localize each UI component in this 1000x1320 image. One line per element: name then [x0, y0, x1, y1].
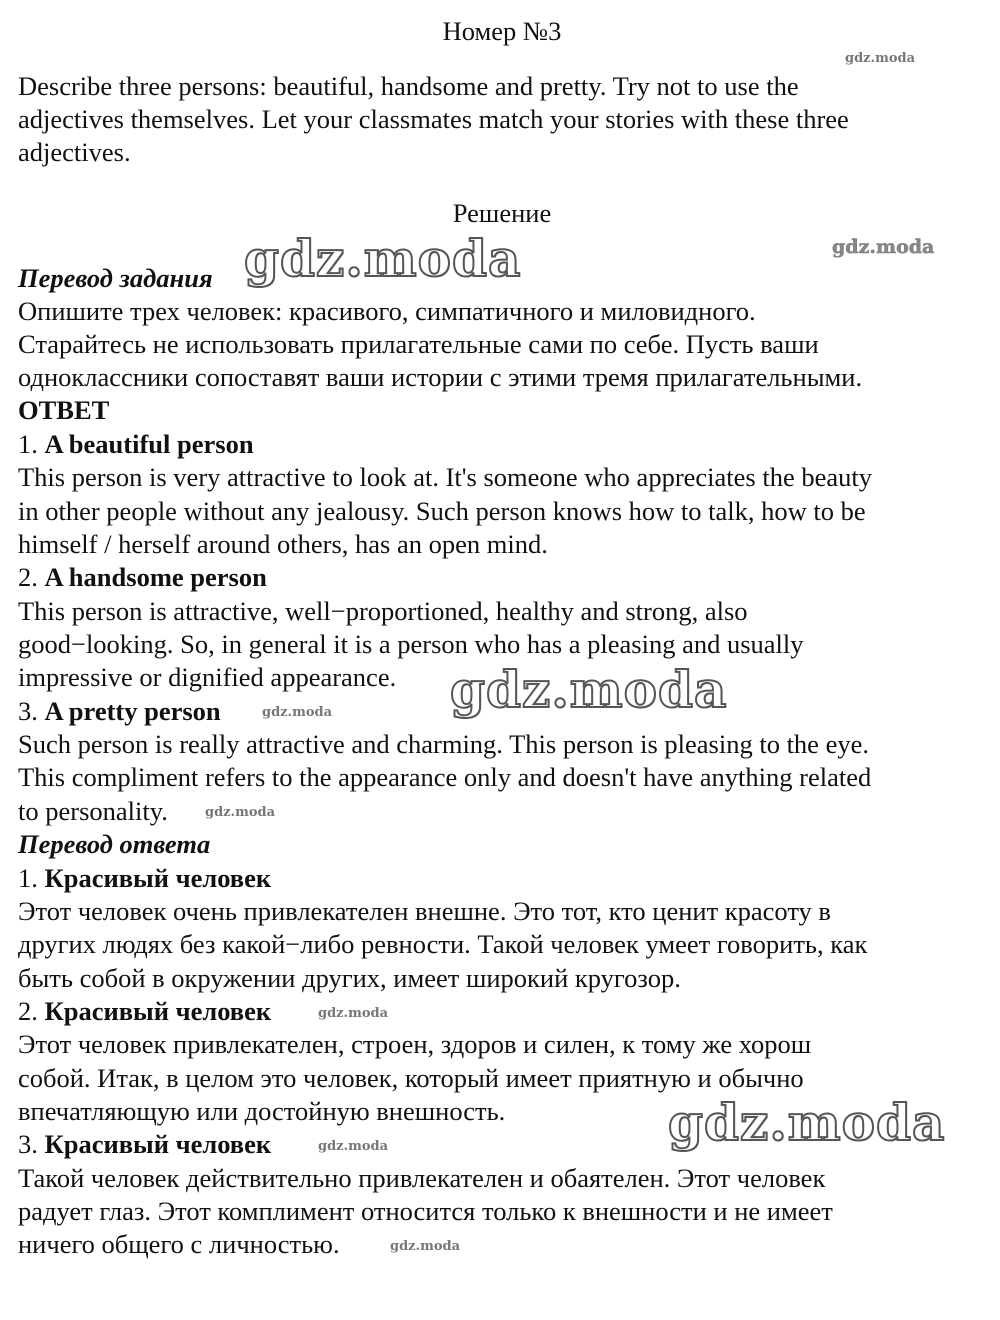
answer-1-title [18, 428, 254, 461]
task-translation-line: Опишите трех человек: красивого, симпатичного и миловидного. [18, 296, 756, 326]
translation-line: радует глаз. Этот комплимент относится только к внешности и не имеет [18, 1196, 833, 1226]
answer-line: himself / herself around others, has an open mind. [18, 529, 548, 559]
answer-translation-heading: Перевод ответа [18, 829, 211, 859]
task-line: adjectives themselves. Let your classmates match your stories with these three [18, 104, 849, 134]
item-number: 1. [18, 863, 38, 893]
watermark: gdz.moda [318, 1006, 389, 1021]
translation-line: ничего общего с личностью. [18, 1229, 340, 1259]
task-translation-line: одноклассники сопоставят ваши истории с этими тремя прилагательными. [18, 362, 863, 392]
item-title: A beautiful person [44, 429, 254, 459]
task-line: Describe three persons: beautiful, handsome and pretty. Try not to use the [18, 71, 799, 101]
page-title: Номер №3 [442, 16, 562, 46]
task-translation-line: Старайтесь не использовать прилагательные сами по себе. Пусть ваши [18, 329, 819, 359]
translation-line: быть собой в окружении других, имеет широкий кругозор. [18, 963, 681, 993]
watermark: gdz.moda [450, 660, 728, 719]
translation-line: Этот человек привлекателен, строен, здоров и силен, к тому же хорош [18, 1029, 812, 1059]
item-title: A pretty person [44, 696, 221, 726]
item-title: Красивый человек [44, 1129, 272, 1159]
translation-3-title [18, 1128, 271, 1161]
translation-line: Такой человек действительно привлекателен и обаятелен. Этот человек [18, 1163, 826, 1193]
task-translation-heading: Перевод задания [18, 263, 213, 293]
translation-2-title [18, 995, 271, 1028]
watermark: gdz.moda [668, 1093, 946, 1152]
answer-line: good−looking. So, in general it is a person who has a pleasing and usually [18, 629, 804, 659]
item-number: 1. [18, 429, 38, 459]
watermark: gdz.moda [832, 236, 935, 258]
watermark: gdz.moda [845, 51, 916, 66]
watermark: gdz.moda [205, 805, 276, 820]
task-line: adjectives. [18, 137, 131, 167]
translation-line: впечатляющую или достойную внешность. [18, 1096, 506, 1126]
translation-line: Этот человек очень привлекателен внешне. Это тот, кто ценит красоту в [18, 896, 831, 926]
watermark: gdz.moda [390, 1239, 461, 1254]
watermark: gdz.moda [262, 705, 333, 720]
answer-line: This compliment refers to the appearance only and doesn't have anything related [18, 762, 872, 792]
watermark: gdz.moda [318, 1139, 389, 1154]
solution-heading: Решение [452, 198, 552, 228]
item-title: Красивый человек [44, 863, 272, 893]
item-title: A handsome person [44, 562, 267, 592]
answer-line: impressive or dignified appearance. [18, 662, 397, 692]
watermark: gdz.moda [244, 229, 522, 288]
answer-2-title [18, 561, 267, 594]
item-number: 2. [18, 996, 38, 1026]
answer-line: Such person is really attractive and charming. This person is pleasing to the eye. [18, 729, 869, 759]
answer-line: This person is very attractive to look at. It's someone who appreciates the beauty [18, 462, 872, 492]
translation-1-title [18, 862, 271, 895]
answer-line: to personality. [18, 796, 168, 826]
answer-3-title [18, 695, 221, 728]
answer-line: This person is attractive, well−proportioned, healthy and strong, also [18, 596, 748, 626]
answer-heading: ОТВЕТ [18, 395, 110, 425]
translation-line: других людях без какой−либо ревности. Такой человек умеет говорить, как [18, 929, 868, 959]
answer-line: in other people without any jealousy. Such person knows how to talk, how to be [18, 496, 866, 526]
item-number: 3. [18, 1129, 38, 1159]
item-title: Красивый человек [44, 996, 272, 1026]
item-number: 2. [18, 562, 38, 592]
item-number: 3. [18, 696, 38, 726]
translation-line: собой. Итак, в целом это человек, который имеет приятную и обычно [18, 1063, 804, 1093]
